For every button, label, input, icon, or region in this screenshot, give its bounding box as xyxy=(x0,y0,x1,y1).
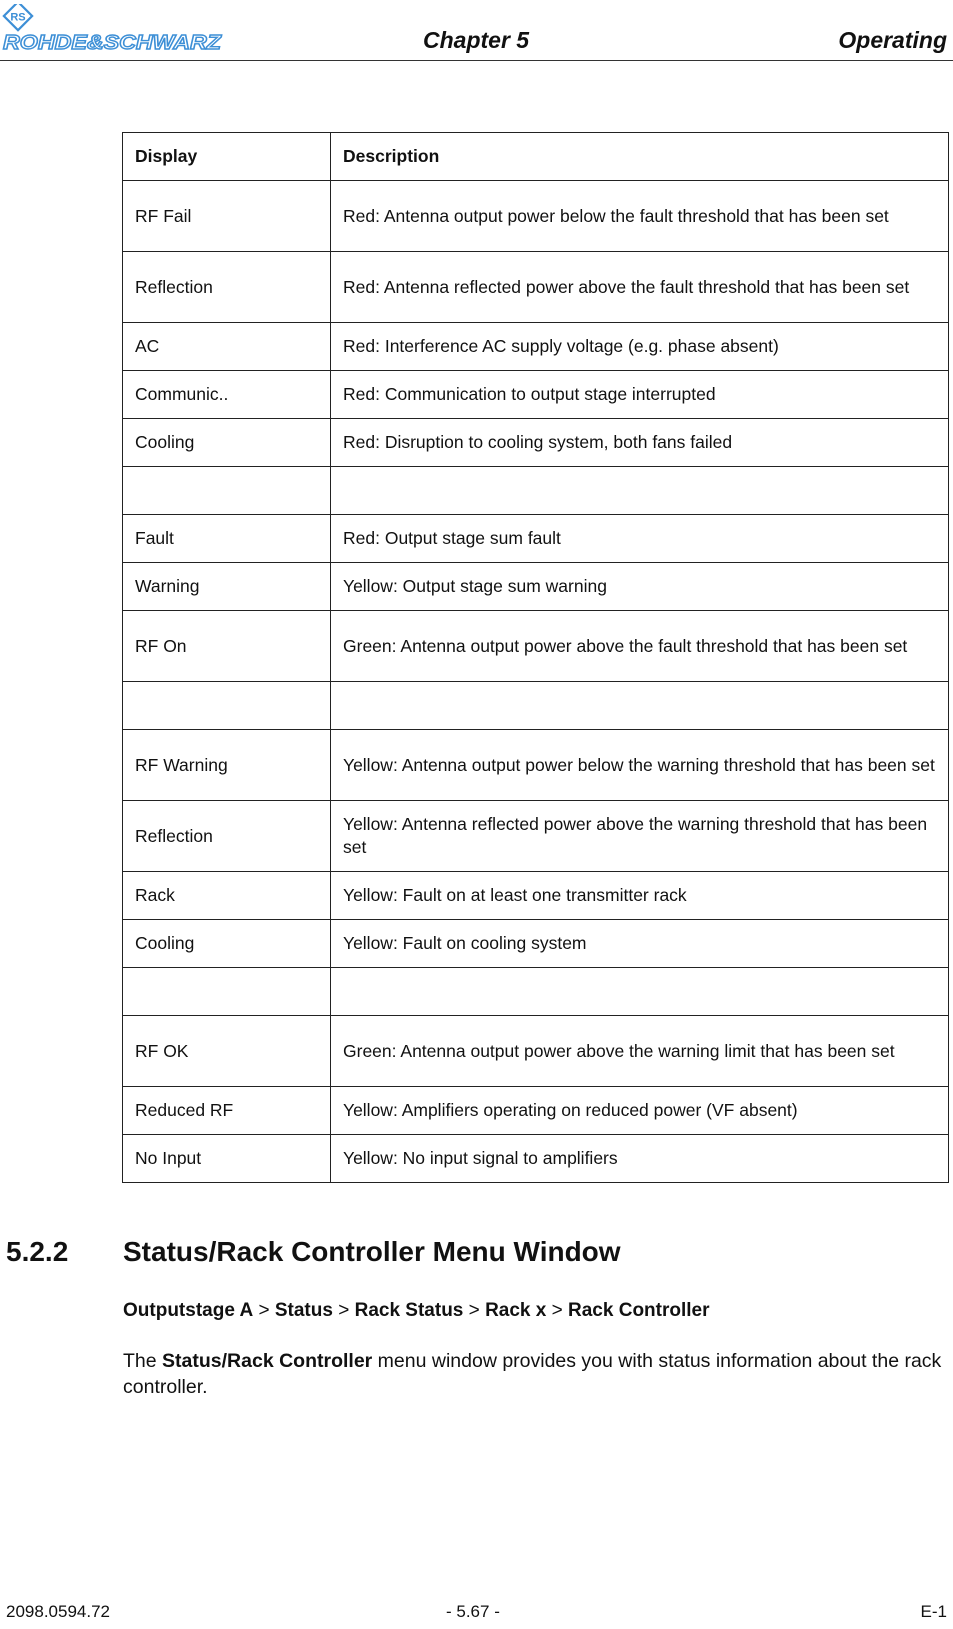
table-row xyxy=(123,371,949,419)
cell-display: Warning xyxy=(123,563,331,611)
menu-path-separator: > xyxy=(338,1300,350,1321)
cell-display: RF OK xyxy=(123,1016,331,1087)
column-header-description: Description xyxy=(331,133,949,181)
table-row xyxy=(123,1016,949,1087)
cell-description: Red: Antenna output power below the fault threshold that has been set xyxy=(331,181,949,252)
cell-display: Reduced RF xyxy=(123,1087,331,1135)
table-row xyxy=(123,920,949,968)
description-paragraph xyxy=(123,1348,953,1400)
cell-display: Rack xyxy=(123,872,331,920)
menu-path-item: Outputstage A xyxy=(123,1300,254,1321)
para-bold-term: Status/Rack Controller xyxy=(162,1350,373,1372)
cell-description: Yellow: Amplifiers operating on reduced power (VF absent) xyxy=(331,1087,949,1135)
status-display-table xyxy=(122,132,949,1183)
cell-description: Yellow: Output stage sum warning xyxy=(331,563,949,611)
table-row xyxy=(123,968,949,1016)
cell-display: Communic.. xyxy=(123,371,331,419)
table-row xyxy=(123,467,949,515)
cell-description: Yellow: Fault on cooling system xyxy=(331,920,949,968)
para-prefix: The xyxy=(123,1350,163,1372)
table-row xyxy=(123,181,949,252)
cell-display xyxy=(123,682,331,730)
cell-description: Yellow: Antenna output power below the warning threshold that has been set xyxy=(331,730,949,801)
table-row xyxy=(123,1135,949,1183)
cell-description xyxy=(331,682,949,730)
menu-path-separator: > xyxy=(468,1300,480,1321)
cell-description: Red: Antenna reflected power above the fault threshold that has been set xyxy=(331,252,949,323)
menu-path-item: Status xyxy=(274,1300,333,1321)
document-number: 2098.0594.72 xyxy=(6,1602,110,1621)
chapter-title: Chapter 5 xyxy=(423,27,530,53)
table-row xyxy=(123,563,949,611)
cell-description xyxy=(331,467,949,515)
cell-description xyxy=(331,968,949,1016)
menu-path-separator: > xyxy=(551,1300,563,1321)
table-header-row xyxy=(123,133,949,181)
section-number: 5.2.2 xyxy=(6,1236,69,1267)
table-row xyxy=(123,323,949,371)
menu-path-separator: > xyxy=(258,1300,270,1321)
svg-text:RS: RS xyxy=(10,11,26,24)
menu-path-item: Rack Controller xyxy=(568,1300,710,1321)
cell-display: AC xyxy=(123,323,331,371)
cell-description: Yellow: Antenna reflected power above the warning threshold that has been set xyxy=(331,801,949,872)
table-row xyxy=(123,419,949,467)
table-row xyxy=(123,252,949,323)
table-row xyxy=(123,1087,949,1135)
table-row xyxy=(123,682,949,730)
cell-display xyxy=(123,968,331,1016)
menu-path-breadcrumb xyxy=(123,1300,710,1322)
logo-diamond-icon xyxy=(4,4,32,30)
menu-path-item: Rack x xyxy=(485,1300,547,1321)
cell-display: Reflection xyxy=(123,801,331,872)
section-title: Status/Rack Controller Menu Window xyxy=(123,1236,621,1267)
table-row xyxy=(123,872,949,920)
cell-display: RF Warning xyxy=(123,730,331,801)
cell-display: RF Fail xyxy=(123,181,331,252)
cell-description: Green: Antenna output power above the fault threshold that has been set xyxy=(331,611,949,682)
cell-description: Red: Disruption to cooling system, both fans failed xyxy=(331,419,949,467)
cell-description: Yellow: No input signal to amplifiers xyxy=(331,1135,949,1183)
menu-path-item: Rack Status xyxy=(354,1300,464,1321)
logo-wordmark: ROHDE&SCHWARZ xyxy=(3,32,222,52)
cell-description: Red: Output stage sum fault xyxy=(331,515,949,563)
cell-display: Cooling xyxy=(123,419,331,467)
table-row xyxy=(123,611,949,682)
cell-description: Red: Communication to output stage interrupted xyxy=(331,371,949,419)
para-suffix: menu window provides you with status information about the rack controller. xyxy=(123,1350,942,1398)
cell-display: Reflection xyxy=(123,252,331,323)
table-row xyxy=(123,515,949,563)
cell-display: Fault xyxy=(123,515,331,563)
cell-description: Red: Interference AC supply voltage (e.g. phase absent) xyxy=(331,323,949,371)
page-header xyxy=(0,0,953,62)
section-name: Operating xyxy=(838,27,947,53)
revision-code: E-1 xyxy=(920,1602,947,1621)
rohde-schwarz-logo xyxy=(2,4,224,52)
section-heading xyxy=(6,1236,621,1268)
page-number: - 5.67 - xyxy=(446,1602,500,1621)
cell-display: No Input xyxy=(123,1135,331,1183)
cell-description: Yellow: Fault on at least one transmitter rack xyxy=(331,872,949,920)
page-footer xyxy=(0,1602,953,1626)
table-body xyxy=(123,181,949,1183)
cell-display: Cooling xyxy=(123,920,331,968)
column-header-display: Display xyxy=(123,133,331,181)
cell-description: Green: Antenna output power above the warning limit that has been set xyxy=(331,1016,949,1087)
table-row xyxy=(123,801,949,872)
cell-display xyxy=(123,467,331,515)
table-row xyxy=(123,730,949,801)
cell-display: RF On xyxy=(123,611,331,682)
header-divider xyxy=(0,60,953,61)
